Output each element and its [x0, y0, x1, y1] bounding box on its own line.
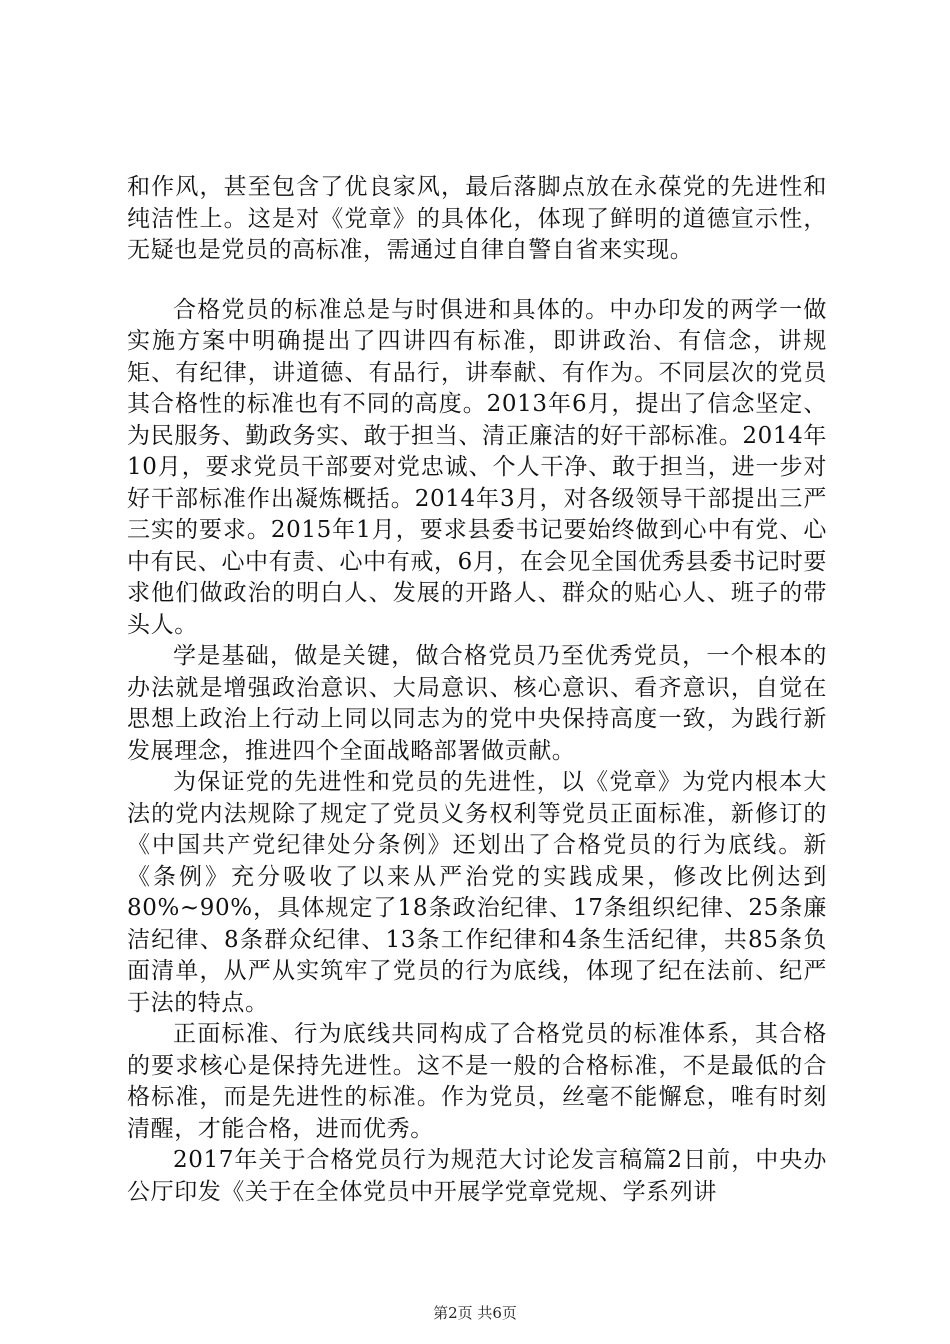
paragraph-standards: 合格党员的标准总是与时俱进和具体的。中办印发的两学一做实施方案中明确提出了四讲四有标准，即讲政治、有信念，讲规矩、有纪律，讲道德、有品行，讲奉献、有作为。不同层次的党员其合格性的标准也有不同的高度。2013年6月，提出了信念坚定、为民服务、勤政务实、敢于担当、清正廉洁的好干部标准。2014年10月，要求党员干部要对党忠诚、个人干净、敢于担当，进一步对好干部标准作出凝炼概括。2014年3月，对各级领导干部提出三严三实的要求。2015年1月，要求县委书记要始终做到心中有党、心中有民、心中有责、心中有戒，6月，在会见全国优秀县委书记时要求他们做政治的明白人、发展的开路人、群众的贴心人、班子的带头人。 [127, 296, 827, 638]
paragraph-learning: 学是基础，做是关键，做合格党员乃至优秀党员，一个根本的办法就是增强政治意识、大局意识、核心意识、看齐意识，自觉在思想上政治上行动上同以同志为的党中央保持高度一致，为践行新发展理念，推进四个全面战略部署做贡献。 [127, 643, 827, 764]
document-body [127, 172, 827, 1208]
paragraph-article-2-start: 2017年关于合格党员行为规范大讨论发言稿篇2日前，中央办公厅印发《关于在全体党员中开展学党章党规、学系列讲 [127, 1147, 827, 1205]
paragraph-regulations: 为保证党的先进性和党员的先进性，以《党章》为党内根本大法的党内法规除了规定了党员义务权利等党员正面标准，新修订的《中国共产党纪律处分条例》还划出了合格党员的行为底线。新《条例》充分吸收了以来从严治党的实践成果，修改比例达到80%~90%，具体规定了18条政治纪律、17条组织纪律、25条廉洁纪律、8条群众纪律、13条工作纪律和4条生活纪律，共85条负面清单，从严从实筑牢了党员的行为底线，体现了纪在法前、纪严于法的特点。 [127, 769, 827, 1016]
paragraph-continuation: 和作风，甚至包含了优良家风，最后落脚点放在永葆党的先进性和纯洁性上。这是对《党章》的具体化，体现了鲜明的道德宣示性，无疑也是党员的高标准，需通过自律自警自省来实现。 [127, 174, 827, 263]
page-number-footer: 第2页 共6页 [433, 1304, 517, 1322]
paragraph-conclusion: 正面标准、行为底线共同构成了合格党员的标准体系，其合格的要求核心是保持先进性。这不是一般的合格标准，不是最低的合格标准，而是先进性的标准。作为党员，丝毫不能懈怠，唯有时刻清醒，才能合格，进而优秀。 [127, 1021, 827, 1142]
